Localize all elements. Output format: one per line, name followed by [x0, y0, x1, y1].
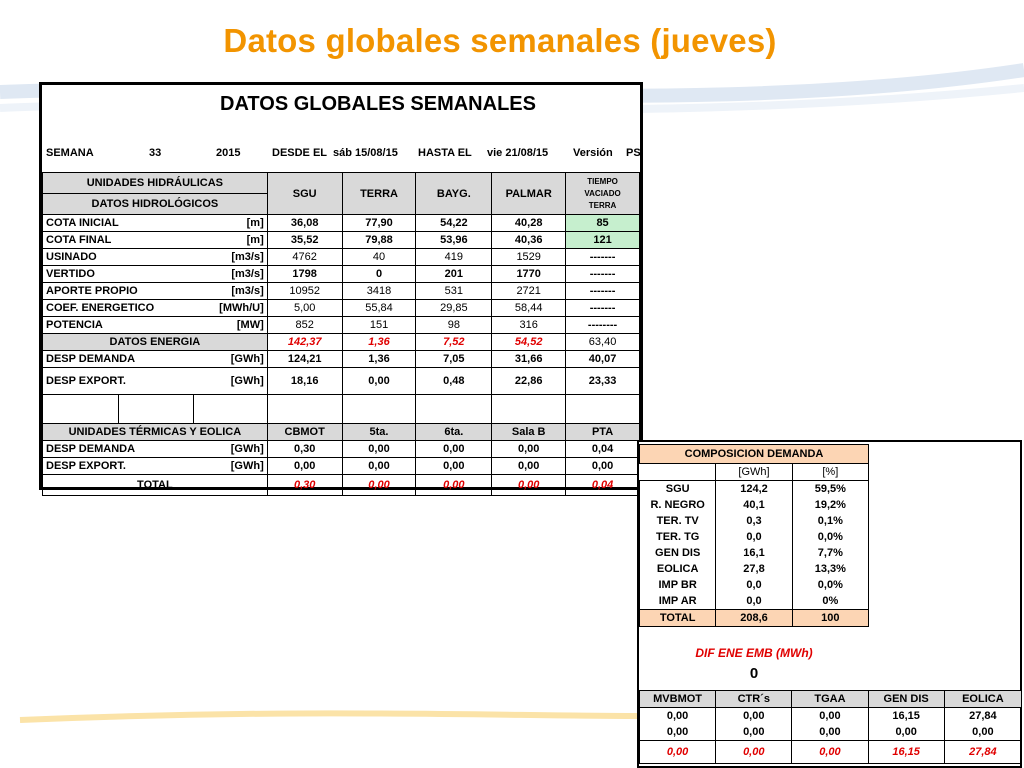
- energy-row: [43, 334, 640, 351]
- cell: --------: [566, 317, 640, 334]
- composition-title: COMPOSICION DEMANDA: [640, 445, 869, 464]
- empty-cell: [118, 395, 193, 424]
- cell: 85: [566, 215, 640, 232]
- row-label: DESP EXPORT.: [43, 368, 194, 395]
- cell: 0,00: [492, 441, 566, 458]
- cell: 0,00: [792, 708, 868, 725]
- hydro-table: [42, 172, 640, 496]
- cell: 7,05: [416, 351, 492, 368]
- total-cell: 0,00: [640, 741, 716, 764]
- composition-row: [640, 545, 869, 561]
- dif-ene-emb-label: DIF ENE EMB (MWh): [695, 646, 813, 660]
- cell-gwh: 40,1: [716, 497, 792, 513]
- slide-title: Datos globales semanales (jueves): [223, 22, 777, 59]
- cell: 0: [342, 266, 416, 283]
- cell: 0,00: [566, 458, 640, 475]
- composition-row: [640, 497, 869, 513]
- cell-gwh: 0,0: [716, 593, 792, 610]
- cell: 16,15: [868, 708, 944, 725]
- row-label: R. NEGRO: [640, 497, 716, 513]
- year: 2015: [216, 147, 241, 159]
- cell: 124,21: [267, 351, 342, 368]
- cell-gwh: 27,8: [716, 561, 792, 577]
- row-label: IMP BR: [640, 577, 716, 593]
- col-sala-b: Sala B: [492, 424, 566, 441]
- empty-cell: [43, 395, 119, 424]
- cell: -------: [566, 249, 640, 266]
- weekly-data-sheet: [39, 82, 643, 490]
- from-date: sáb 15/08/15: [333, 147, 398, 159]
- composition-table: [639, 444, 869, 627]
- hydro-row: [43, 232, 640, 249]
- cell: 0,00: [342, 368, 416, 395]
- cell: 58,44: [492, 300, 566, 317]
- cell: 1770: [492, 266, 566, 283]
- hydro-row: [43, 317, 640, 334]
- cell: 0,48: [416, 368, 492, 395]
- cell: 36,08: [267, 215, 342, 232]
- energy-bayg: 7,52: [416, 334, 492, 351]
- cell: 54,22: [416, 215, 492, 232]
- sheet-title: DATOS GLOBALES SEMANALES: [220, 93, 536, 115]
- hydro-row: [43, 249, 640, 266]
- col-sgu: SGU: [267, 173, 342, 215]
- cell: 0,00: [492, 458, 566, 475]
- hydro-data-header: DATOS HIDROLÓGICOS: [43, 194, 268, 215]
- cell: 121: [566, 232, 640, 249]
- col-terra: TERRA: [342, 173, 416, 215]
- cell-gwh: 124,2: [716, 481, 792, 498]
- cell: 40: [342, 249, 416, 266]
- composition-row: [640, 513, 869, 529]
- demand-composition-panel: [637, 440, 1022, 768]
- cell: 27,84: [944, 708, 1021, 725]
- row-label: COTA INICIAL: [43, 215, 194, 232]
- cell: -------: [566, 266, 640, 283]
- cell-gwh: 0,0: [716, 577, 792, 593]
- cell: 0,00: [792, 724, 868, 741]
- cell: 0,00: [342, 458, 416, 475]
- row-label: COEF. ENERGETICO: [43, 300, 194, 317]
- generation-row-2: [640, 724, 1022, 741]
- week-number: 33: [149, 147, 162, 159]
- row-label: TER. TG: [640, 529, 716, 545]
- hydro-row: [43, 300, 640, 317]
- energy-palmar: 54,52: [492, 334, 566, 351]
- row-label: APORTE PROPIO: [43, 283, 194, 300]
- hydro-row: [43, 266, 640, 283]
- row-unit: [m3/s]: [193, 283, 267, 300]
- col-ctrs: CTR´s: [716, 691, 792, 708]
- row-label: GEN DIS: [640, 545, 716, 561]
- cell-pct: 0,0%: [792, 577, 868, 593]
- hydro-units-header: UNIDADES HIDRÁULICAS: [43, 173, 268, 194]
- to-label: HASTA EL: [418, 147, 472, 159]
- tiempo-line3: TERRA: [588, 200, 617, 210]
- col-tgaa: TGAA: [792, 691, 868, 708]
- thermal-total-row: [43, 475, 640, 496]
- cell-gwh: 0,3: [716, 513, 792, 529]
- cell: 0,00: [416, 441, 492, 458]
- cell: 0,04: [566, 441, 640, 458]
- hydro-header-row: [43, 173, 640, 194]
- cell: 22,86: [492, 368, 566, 395]
- col-tiempo-vaciado: [566, 173, 640, 215]
- cell: 0,00: [342, 441, 416, 458]
- row-label: SGU: [640, 481, 716, 498]
- generation-row-1: [640, 708, 1022, 725]
- empty-cell: [492, 395, 566, 424]
- week-label: SEMANA: [46, 147, 94, 159]
- cell: 40,07: [566, 351, 640, 368]
- col-palmar: PALMAR: [492, 173, 566, 215]
- composition-row: [640, 561, 869, 577]
- cell: 0,00: [716, 724, 792, 741]
- row-label: DESP DEMANDA: [43, 351, 194, 368]
- cell-pct: 19,2%: [792, 497, 868, 513]
- cell: 0,30: [267, 441, 342, 458]
- cell: 0,00: [944, 724, 1021, 741]
- row-unit: [m3/s]: [193, 249, 267, 266]
- from-label: DESDE EL: [272, 147, 328, 159]
- hydro-row: [43, 283, 640, 300]
- row-label: VERTIDO: [43, 266, 194, 283]
- cell-pct: 0%: [792, 593, 868, 610]
- dif-ene-emb-value: 0: [749, 665, 759, 682]
- generation-header-row: [640, 691, 1022, 708]
- cell-gwh: 16,1: [716, 545, 792, 561]
- composition-row: [640, 577, 869, 593]
- to-date: vie 21/08/15: [487, 147, 549, 159]
- col-5ta: 5ta.: [342, 424, 416, 441]
- total-cell: 27,84: [944, 741, 1021, 764]
- empty-cell: [640, 464, 716, 481]
- row-unit: [m]: [193, 232, 267, 249]
- col-6ta: 6ta.: [416, 424, 492, 441]
- empty-cell: [267, 395, 342, 424]
- cell-gwh: 0,0: [716, 529, 792, 545]
- total-label: TOTAL: [43, 475, 268, 496]
- thermal-export-row: [43, 458, 640, 475]
- tiempo-line2: VACIADO: [584, 188, 621, 198]
- cell-pct: 0,1%: [792, 513, 868, 529]
- cell: 5,00: [267, 300, 342, 317]
- cell: 10952: [267, 283, 342, 300]
- row-unit: [MW]: [193, 317, 267, 334]
- thermal-header-row: [43, 424, 640, 441]
- composition-title-row: [640, 445, 869, 464]
- cell: 77,90: [342, 215, 416, 232]
- col-bayg: BAYG.: [416, 173, 492, 215]
- row-unit: [GWh]: [193, 458, 267, 475]
- composition-row: [640, 593, 869, 610]
- total-cell: 0,00: [416, 475, 492, 496]
- cell: 852: [267, 317, 342, 334]
- row-unit: [GWh]: [193, 351, 267, 368]
- empty-cell: [566, 395, 640, 424]
- generation-table: [639, 690, 1022, 764]
- total-gwh: 208,6: [716, 610, 792, 627]
- row-label: COTA FINAL: [43, 232, 194, 249]
- composition-header-row: [640, 464, 869, 481]
- cell: 1529: [492, 249, 566, 266]
- cell: 316: [492, 317, 566, 334]
- energy-sgu: 142,37: [267, 334, 342, 351]
- cell-pct: 13,3%: [792, 561, 868, 577]
- cell: 55,84: [342, 300, 416, 317]
- col-gwh: [GWh]: [716, 464, 792, 481]
- cell-pct: 7,7%: [792, 545, 868, 561]
- total-cell: 0,00: [342, 475, 416, 496]
- total-cell: 0,30: [267, 475, 342, 496]
- cell: 0,00: [868, 724, 944, 741]
- empty-cell: [416, 395, 492, 424]
- cell: 0,00: [716, 708, 792, 725]
- hydro-export-row: [43, 368, 640, 395]
- cell: 531: [416, 283, 492, 300]
- col-mvbmot: MVBMOT: [640, 691, 716, 708]
- energy-terra: 1,36: [342, 334, 416, 351]
- cell: 40,36: [492, 232, 566, 249]
- composition-row: [640, 529, 869, 545]
- composition-row: [640, 481, 869, 498]
- row-label: EOLICA: [640, 561, 716, 577]
- empty-cell: [342, 395, 416, 424]
- hydro-row: [43, 215, 640, 232]
- cell: 0,00: [267, 458, 342, 475]
- cell: 1798: [267, 266, 342, 283]
- row-unit: [GWh]: [193, 368, 267, 395]
- total-cell: 0,04: [566, 475, 640, 496]
- row-unit: [m]: [193, 215, 267, 232]
- col-cbmot: CBMOT: [267, 424, 342, 441]
- cell: 0,00: [416, 458, 492, 475]
- row-label: IMP AR: [640, 593, 716, 610]
- hydro-demand-row: [43, 351, 640, 368]
- row-label: TER. TV: [640, 513, 716, 529]
- tiempo-line1: TIEMPO: [587, 176, 618, 186]
- version-value: PS: [626, 147, 641, 159]
- row-unit: [MWh/U]: [193, 300, 267, 317]
- composition-body: [640, 481, 869, 610]
- cell: 0,00: [640, 724, 716, 741]
- spacer-row: [43, 395, 640, 424]
- cell-pct: 0,0%: [792, 529, 868, 545]
- total-cell: 16,15: [868, 741, 944, 764]
- cell: -------: [566, 283, 640, 300]
- generation-total-row: [640, 741, 1022, 764]
- version-label: Versión: [573, 147, 613, 159]
- row-label: USINADO: [43, 249, 194, 266]
- total-cell: 0,00: [492, 475, 566, 496]
- cell: 23,33: [566, 368, 640, 395]
- row-unit: [m3/s]: [193, 266, 267, 283]
- week-info-row: [46, 147, 646, 163]
- thermal-demand-row: [43, 441, 640, 458]
- cell: 3418: [342, 283, 416, 300]
- cell: 2721: [492, 283, 566, 300]
- cell: 31,66: [492, 351, 566, 368]
- cell-pct: 59,5%: [792, 481, 868, 498]
- cell: 35,52: [267, 232, 342, 249]
- energy-tiempo: 63,40: [566, 334, 640, 351]
- row-unit: [GWh]: [193, 441, 267, 458]
- cell: 29,85: [416, 300, 492, 317]
- cell: 40,28: [492, 215, 566, 232]
- total-pct: 100: [792, 610, 868, 627]
- cell: 98: [416, 317, 492, 334]
- row-label: DESP DEMANDA: [43, 441, 194, 458]
- cell: 0,00: [640, 708, 716, 725]
- cell: 79,88: [342, 232, 416, 249]
- row-label: DESP EXPORT.: [43, 458, 194, 475]
- composition-total-row: [640, 610, 869, 627]
- col-gen-dis: GEN DIS: [868, 691, 944, 708]
- col-pta: PTA: [566, 424, 640, 441]
- cell: 1,36: [342, 351, 416, 368]
- row-label: POTENCIA: [43, 317, 194, 334]
- cell: 151: [342, 317, 416, 334]
- total-label: TOTAL: [640, 610, 716, 627]
- col-eolica: EOLICA: [944, 691, 1021, 708]
- cell: 4762: [267, 249, 342, 266]
- cell: 419: [416, 249, 492, 266]
- empty-cell: [193, 395, 267, 424]
- thermal-header: UNIDADES TÉRMICAS Y EOLICA: [43, 424, 268, 441]
- total-cell: 0,00: [716, 741, 792, 764]
- total-cell: 0,00: [792, 741, 868, 764]
- cell: 53,96: [416, 232, 492, 249]
- cell: 201: [416, 266, 492, 283]
- col-pct: [%]: [792, 464, 868, 481]
- energy-label: DATOS ENERGIA: [43, 334, 268, 351]
- hydro-body: [43, 215, 640, 334]
- cell: 18,16: [267, 368, 342, 395]
- cell: -------: [566, 300, 640, 317]
